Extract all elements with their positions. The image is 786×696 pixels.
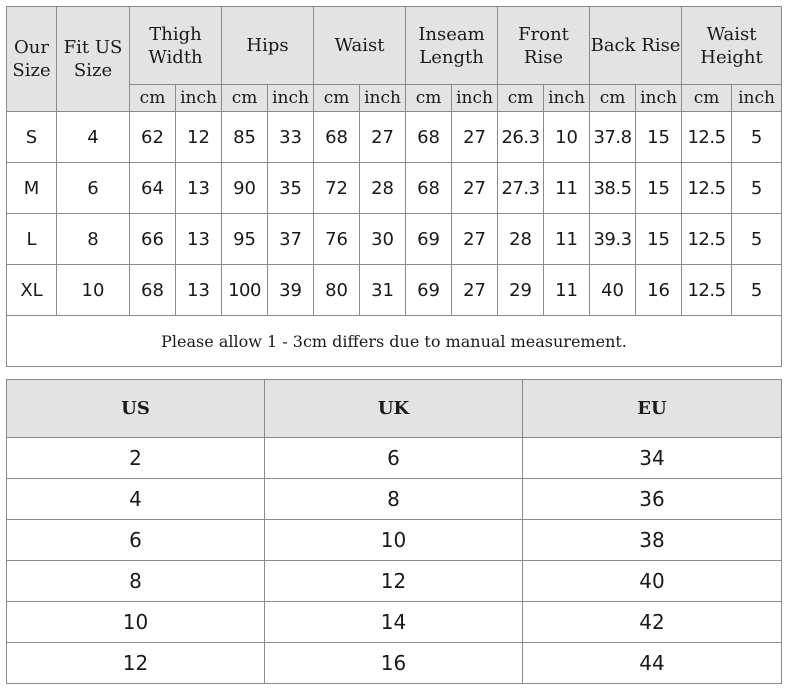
conversion-body xyxy=(7,438,782,684)
table-cell: 40 xyxy=(523,561,782,602)
header-waist-height: Waist Height xyxy=(682,7,782,85)
table-cell: 12.5 xyxy=(682,112,732,163)
table-cell: 10 xyxy=(57,265,130,316)
table-cell: 26.3 xyxy=(498,112,544,163)
table-cell: 2 xyxy=(7,438,265,479)
table-cell: 5 xyxy=(732,265,782,316)
table-cell: 16 xyxy=(265,643,523,684)
table-row xyxy=(7,112,782,163)
table-row xyxy=(7,520,782,561)
unit-inch-label: inch xyxy=(544,85,590,112)
table-cell: 8 xyxy=(57,214,130,265)
unit-cm-label: cm xyxy=(222,85,268,112)
table-cell: 12.5 xyxy=(682,163,732,214)
unit-inch-label: inch xyxy=(268,85,314,112)
table-cell: 42 xyxy=(523,602,782,643)
table-cell: 90 xyxy=(222,163,268,214)
header-our-size: Our Size xyxy=(7,7,57,112)
unit-cm-label: cm xyxy=(314,85,360,112)
table-cell: 8 xyxy=(7,561,265,602)
table-cell: 30 xyxy=(360,214,406,265)
table-cell: 8 xyxy=(265,479,523,520)
header-front-rise: Front Rise xyxy=(498,7,590,85)
header-thigh-width: Thigh Width xyxy=(130,7,222,85)
table-cell: 6 xyxy=(57,163,130,214)
table-cell: 68 xyxy=(130,265,176,316)
size-chart-body xyxy=(7,112,782,367)
table-cell: 27 xyxy=(452,214,498,265)
unit-inch-label: inch xyxy=(452,85,498,112)
table-cell: 12 xyxy=(7,643,265,684)
table-cell: 10 xyxy=(7,602,265,643)
table-cell: 35 xyxy=(268,163,314,214)
table-cell: 27.3 xyxy=(498,163,544,214)
table-cell: 27 xyxy=(452,163,498,214)
table-cell: 34 xyxy=(523,438,782,479)
measurement-note: Please allow 1 - 3cm differs due to manual measurement. xyxy=(7,316,782,367)
table-cell: 15 xyxy=(636,163,682,214)
table-cell: 5 xyxy=(732,214,782,265)
table-cell: 95 xyxy=(222,214,268,265)
table-cell: 12 xyxy=(265,561,523,602)
table-cell: 36 xyxy=(523,479,782,520)
unit-inch-label: inch xyxy=(732,85,782,112)
table-cell: 28 xyxy=(498,214,544,265)
header-back-rise: Back Rise xyxy=(590,7,682,85)
table-cell: 72 xyxy=(314,163,360,214)
table-cell: 40 xyxy=(590,265,636,316)
table-cell: 68 xyxy=(406,112,452,163)
table-row xyxy=(7,602,782,643)
table-cell: 100 xyxy=(222,265,268,316)
unit-cm-label: cm xyxy=(682,85,732,112)
table-cell: 6 xyxy=(7,520,265,561)
table-cell: 69 xyxy=(406,265,452,316)
note-row xyxy=(7,316,782,367)
table-row xyxy=(7,163,782,214)
table-cell: 15 xyxy=(636,112,682,163)
table-cell: M xyxy=(7,163,57,214)
table-cell: 33 xyxy=(268,112,314,163)
table-cell: 31 xyxy=(360,265,406,316)
unit-inch-label: inch xyxy=(636,85,682,112)
header-uk: UK xyxy=(265,380,523,438)
table-row xyxy=(7,438,782,479)
table-cell: 15 xyxy=(636,214,682,265)
header-eu: EU xyxy=(523,380,782,438)
table-cell: L xyxy=(7,214,57,265)
table-row xyxy=(7,214,782,265)
table-cell: 5 xyxy=(732,163,782,214)
table-cell: 38 xyxy=(523,520,782,561)
table-cell: S xyxy=(7,112,57,163)
table-cell: 29 xyxy=(498,265,544,316)
header-us: US xyxy=(7,380,265,438)
table-cell: 5 xyxy=(732,112,782,163)
table-cell: 11 xyxy=(544,214,590,265)
table-cell: 4 xyxy=(7,479,265,520)
table-cell: 11 xyxy=(544,163,590,214)
table-cell: 44 xyxy=(523,643,782,684)
table-cell: 27 xyxy=(360,112,406,163)
table-cell: 64 xyxy=(130,163,176,214)
size-chart-header xyxy=(7,7,782,112)
table-cell: 12.5 xyxy=(682,265,732,316)
size-conversion-table xyxy=(6,379,782,684)
header-hips: Hips xyxy=(222,7,314,85)
conversion-header xyxy=(7,380,782,438)
table-cell: 68 xyxy=(406,163,452,214)
table-cell: 66 xyxy=(130,214,176,265)
table-cell: 37 xyxy=(268,214,314,265)
table-cell: 39 xyxy=(268,265,314,316)
table-cell: 80 xyxy=(314,265,360,316)
table-cell: 27 xyxy=(452,112,498,163)
table-cell: 69 xyxy=(406,214,452,265)
table-cell: 12.5 xyxy=(682,214,732,265)
table-cell: 12 xyxy=(176,112,222,163)
table-row xyxy=(7,561,782,602)
table-cell: 10 xyxy=(544,112,590,163)
table-cell: 68 xyxy=(314,112,360,163)
table-row xyxy=(7,479,782,520)
table-cell: 16 xyxy=(636,265,682,316)
size-chart-table xyxy=(6,6,782,367)
table-cell: 13 xyxy=(176,163,222,214)
header-waist: Waist xyxy=(314,7,406,85)
table-cell: 27 xyxy=(452,265,498,316)
unit-inch-label: inch xyxy=(176,85,222,112)
table-cell: 76 xyxy=(314,214,360,265)
table-cell: 6 xyxy=(265,438,523,479)
table-cell: 37.8 xyxy=(590,112,636,163)
table-row xyxy=(7,643,782,684)
table-cell: 85 xyxy=(222,112,268,163)
table-cell: 62 xyxy=(130,112,176,163)
table-cell: 28 xyxy=(360,163,406,214)
unit-cm-label: cm xyxy=(130,85,176,112)
table-cell: 14 xyxy=(265,602,523,643)
table-cell: XL xyxy=(7,265,57,316)
header-fit-us-size: Fit US Size xyxy=(57,7,130,112)
table-row xyxy=(7,265,782,316)
unit-inch-label: inch xyxy=(360,85,406,112)
unit-cm-label: cm xyxy=(406,85,452,112)
table-cell: 10 xyxy=(265,520,523,561)
table-cell: 11 xyxy=(544,265,590,316)
table-cell: 39.3 xyxy=(590,214,636,265)
table-cell: 38.5 xyxy=(590,163,636,214)
table-cell: 13 xyxy=(176,214,222,265)
table-cell: 13 xyxy=(176,265,222,316)
unit-cm-label: cm xyxy=(590,85,636,112)
header-inseam-length: Inseam Length xyxy=(406,7,498,85)
unit-cm-label: cm xyxy=(498,85,544,112)
table-cell: 4 xyxy=(57,112,130,163)
